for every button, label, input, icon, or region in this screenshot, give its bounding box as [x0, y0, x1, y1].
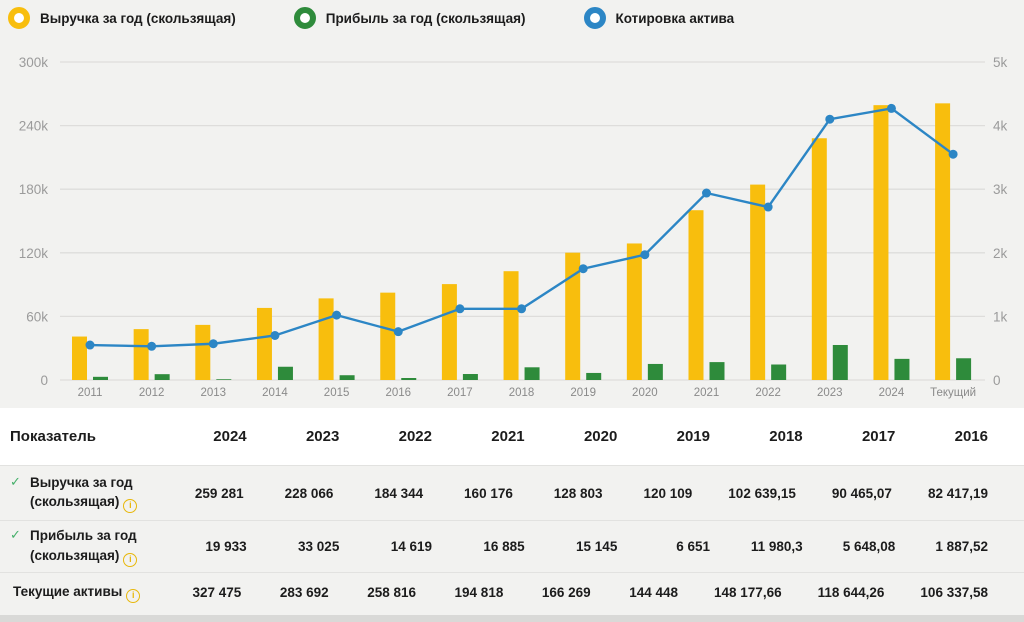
quote-point[interactable] [270, 331, 279, 340]
left-axis-tick: 300k [18, 55, 48, 70]
legend-item-profit[interactable] [294, 7, 526, 29]
combo-chart [0, 36, 1024, 408]
legend-label-revenue: Выручка за год (скользящая) [40, 10, 236, 26]
revenue-bar[interactable] [319, 298, 334, 380]
metric-value: 259 281 [194, 485, 244, 501]
metric-label-cell[interactable] [0, 473, 190, 514]
right-axis-tick: 4k [993, 118, 1008, 134]
metric-value: 106 337,58 [920, 585, 988, 600]
metric-value: 194 818 [454, 585, 504, 600]
table-header-year: 2024 [213, 428, 247, 445]
metric-value: 5 648,08 [842, 539, 896, 554]
legend-item-quote[interactable] [584, 7, 735, 29]
quote-point[interactable] [764, 203, 773, 212]
revenue-bar[interactable] [873, 105, 888, 380]
profit-bar[interactable] [216, 379, 231, 380]
metric-value: 128 803 [553, 485, 603, 501]
left-axis-tick: 60k [26, 309, 48, 325]
table-header-row [0, 408, 1024, 465]
table-header-year: 2019 [676, 428, 710, 445]
bottom-scrollbar-track[interactable] [0, 615, 1024, 622]
right-axis-tick: 3k [993, 182, 1008, 198]
quote-point[interactable] [825, 115, 834, 124]
left-axis-tick: 240k [18, 118, 48, 134]
metric-label-cell[interactable] [0, 526, 190, 567]
profit-bar[interactable] [710, 362, 725, 380]
x-axis-label: 2015 [323, 387, 350, 399]
quote-point[interactable] [332, 311, 341, 320]
quote-point[interactable] [702, 189, 711, 198]
right-axis-tick: 5k [993, 55, 1008, 70]
x-axis-label: 2023 [817, 387, 843, 399]
profit-bar[interactable] [833, 345, 848, 380]
left-axis-tick: 120k [18, 245, 48, 261]
x-axis-label: 2013 [200, 387, 227, 399]
revenue-ring-icon [8, 7, 30, 29]
revenue-bar[interactable] [504, 271, 519, 380]
metric-value: 283 692 [279, 585, 329, 600]
x-axis-label: Текущий [930, 387, 977, 399]
metrics-table [0, 408, 1024, 612]
right-axis-tick: 0 [993, 373, 1001, 388]
revenue-bar[interactable] [442, 284, 457, 380]
check-icon[interactable]: ✓ [10, 527, 21, 543]
profit-bar[interactable] [463, 374, 478, 380]
profit-bar[interactable] [401, 378, 416, 380]
metric-value: 184 344 [374, 485, 424, 501]
x-axis-label: 2022 [755, 387, 781, 399]
x-axis-label: 2014 [262, 387, 288, 399]
table-row [0, 465, 1024, 520]
table-header-year: 2018 [769, 428, 803, 445]
metric-value: 14 619 [390, 539, 432, 554]
table-header-year: 2023 [305, 428, 340, 445]
metric-value: 327 475 [192, 585, 242, 600]
profit-bar[interactable] [586, 373, 601, 380]
chart-area [0, 36, 1024, 408]
table-row [0, 572, 1024, 612]
metric-value: 118 644,26 [817, 585, 885, 600]
quote-ring-icon [584, 7, 606, 29]
x-axis-label: 2011 [77, 387, 103, 399]
left-axis-tick: 0 [40, 373, 48, 388]
table-header-year: 2021 [491, 428, 525, 445]
x-axis-label: 2019 [570, 387, 596, 399]
revenue-bar[interactable] [935, 103, 950, 380]
left-axis-tick: 180k [18, 182, 48, 198]
metric-value: 102 639,15 [728, 485, 796, 501]
info-icon[interactable]: i [123, 553, 137, 567]
revenue-bar[interactable] [195, 325, 210, 380]
profit-bar[interactable] [155, 374, 170, 380]
metric-value: 33 025 [298, 539, 340, 554]
x-axis-label: 2021 [693, 387, 720, 399]
x-axis-label: 2020 [632, 387, 658, 399]
revenue-bar[interactable] [257, 308, 272, 380]
table-header-year: 2020 [583, 428, 618, 445]
info-icon[interactable]: i [126, 589, 140, 603]
table-body [0, 465, 1024, 612]
quote-point[interactable] [86, 341, 95, 350]
legend-label-profit: Прибыль за год (скользящая) [325, 10, 526, 26]
quote-point[interactable] [455, 304, 464, 313]
profit-bar[interactable] [93, 377, 108, 380]
x-axis-label: 2024 [878, 387, 905, 399]
table-row [0, 520, 1024, 572]
quote-point[interactable] [147, 342, 156, 351]
profit-bar[interactable] [278, 367, 293, 380]
profit-bar[interactable] [956, 358, 971, 380]
metric-value: 82 417,19 [927, 485, 988, 501]
metric-value: 6 651 [676, 539, 710, 554]
x-axis-label: 2016 [385, 387, 412, 399]
metric-value: 120 109 [643, 485, 693, 501]
revenue-bar[interactable] [812, 138, 827, 380]
right-axis-tick: 2k [993, 245, 1008, 261]
check-icon[interactable]: ✓ [10, 473, 21, 489]
metric-value: 19 933 [205, 539, 247, 554]
metric-value: 1 887,52 [935, 539, 988, 554]
table-header-year: 2022 [398, 428, 432, 445]
metric-value: 160 176 [464, 485, 513, 501]
revenue-bar[interactable] [627, 243, 642, 380]
table-header-year: 2017 [861, 428, 896, 445]
revenue-bar[interactable] [134, 329, 149, 380]
quote-point[interactable] [640, 250, 649, 259]
legend-item-revenue[interactable] [8, 7, 236, 29]
right-axis-tick: 1k [993, 309, 1008, 325]
metric-value: 11 980,3 [750, 539, 803, 554]
metric-label-cell[interactable] [0, 582, 190, 603]
chart-legend [0, 0, 1024, 36]
table-header-metric: Показатель [10, 428, 97, 445]
metric-value: 15 145 [576, 539, 618, 554]
x-axis-label: 2018 [508, 387, 535, 399]
metric-value: 144 448 [629, 585, 679, 600]
x-axis-label: 2012 [138, 387, 165, 399]
revenue-bar[interactable] [72, 337, 87, 380]
metric-label: Выручка за год (скользящая) i [30, 473, 168, 514]
revenue-bar[interactable] [750, 185, 765, 380]
profit-bar[interactable] [525, 367, 540, 380]
profit-bar[interactable] [340, 375, 355, 380]
metric-value: 166 269 [541, 585, 591, 600]
quote-point[interactable] [209, 339, 218, 348]
quote-point[interactable] [517, 304, 526, 313]
metric-label: Прибыль за год (скользящая) i [30, 526, 168, 567]
metric-label: Текущие активы i [13, 582, 140, 603]
quote-point[interactable] [394, 327, 403, 336]
profit-bar[interactable] [648, 364, 663, 380]
legend-label-quote: Котировка актива [615, 10, 735, 26]
profit-bar[interactable] [771, 365, 786, 380]
metric-value: 16 885 [483, 539, 525, 554]
quote-point[interactable] [887, 104, 896, 113]
table-header-year: 2016 [954, 428, 988, 445]
profit-ring-icon [294, 7, 316, 29]
metric-value: 228 066 [284, 485, 334, 501]
quote-point[interactable] [579, 264, 588, 273]
revenue-bar[interactable] [380, 293, 395, 380]
metric-value: 90 465,07 [831, 485, 892, 501]
profit-bar[interactable] [894, 359, 909, 380]
quote-point[interactable] [949, 150, 958, 159]
x-axis-label: 2017 [447, 387, 473, 399]
metric-value: 258 816 [367, 585, 416, 600]
info-icon[interactable]: i [123, 499, 137, 513]
metric-value: 148 177,66 [714, 585, 782, 600]
revenue-bar[interactable] [689, 210, 704, 380]
